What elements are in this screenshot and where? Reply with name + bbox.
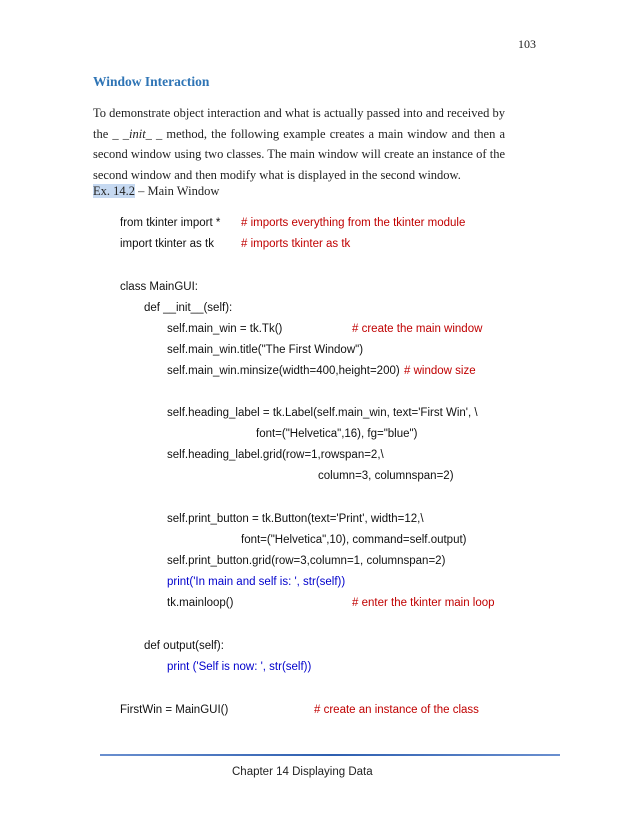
code-line: def __init__(self): (144, 302, 233, 314)
intro-text-end: method, the following example creates a main window and then a second window using two classes. The main window will create an instance of the second window and then modify what is displayed in the second window. (93, 126, 506, 182)
code-comment: # enter the tkinter main loop (352, 597, 495, 609)
code-line: class MainGUI: (120, 281, 198, 293)
code-line: self.print_button = tk.Button(text='Print', width=12,\ (167, 513, 424, 525)
code-comment: # create the main window (352, 323, 483, 335)
section-heading: Window Interaction (93, 74, 210, 89)
page-number: 103 (518, 37, 536, 51)
code-line: self.heading_label = tk.Label(self.main_win, text='First Win', \ (167, 407, 478, 419)
code-line: self.print_button.grid(row=3,column=1, columnspan=2) (167, 555, 446, 567)
code-line: def output(self): (144, 640, 224, 652)
init-method-name: _ _init_ _ (112, 126, 163, 141)
code-line: font=("Helvetica",10), command=self.output) (241, 534, 467, 546)
code-comment: # imports tkinter as tk (241, 238, 351, 250)
code-line: column=3, columnspan=2) (318, 470, 454, 482)
code-line: import tkinter as tk (120, 238, 214, 250)
footer-chapter-title: Chapter 14 Displaying Data (232, 766, 373, 778)
example-label (93, 184, 219, 199)
code-comment: # create an instance of the class (314, 704, 479, 716)
code-print-line: print ('Self is now: ', str(self)) (167, 661, 312, 673)
example-number: Ex. 14.2 (93, 184, 136, 198)
code-line: self.main_win = tk.Tk() (167, 323, 283, 335)
code-print-line: print('In main and self is: ', str(self)) (167, 576, 346, 588)
code-line: font=("Helvetica",16), fg="blue") (256, 428, 418, 440)
code-line: FirstWin = MainGUI() (120, 704, 229, 716)
intro-text-start: To demonstrate object interaction and what is actually passed into and received by the (93, 106, 505, 141)
code-line: self.main_win.title("The First Window") (167, 344, 364, 356)
intro-paragraph (93, 103, 505, 185)
example-title: – Main Window (135, 184, 220, 198)
code-comment: # window size (404, 365, 476, 377)
code-line: tk.mainloop() (167, 597, 234, 609)
code-line: from tkinter import * (120, 217, 221, 229)
footer-divider (100, 754, 560, 756)
code-comment: # imports everything from the tkinter module (241, 217, 466, 229)
code-line: self.heading_label.grid(row=1,rowspan=2,\ (167, 449, 384, 461)
code-line: self.main_win.minsize(width=400,height=200) (167, 365, 400, 377)
